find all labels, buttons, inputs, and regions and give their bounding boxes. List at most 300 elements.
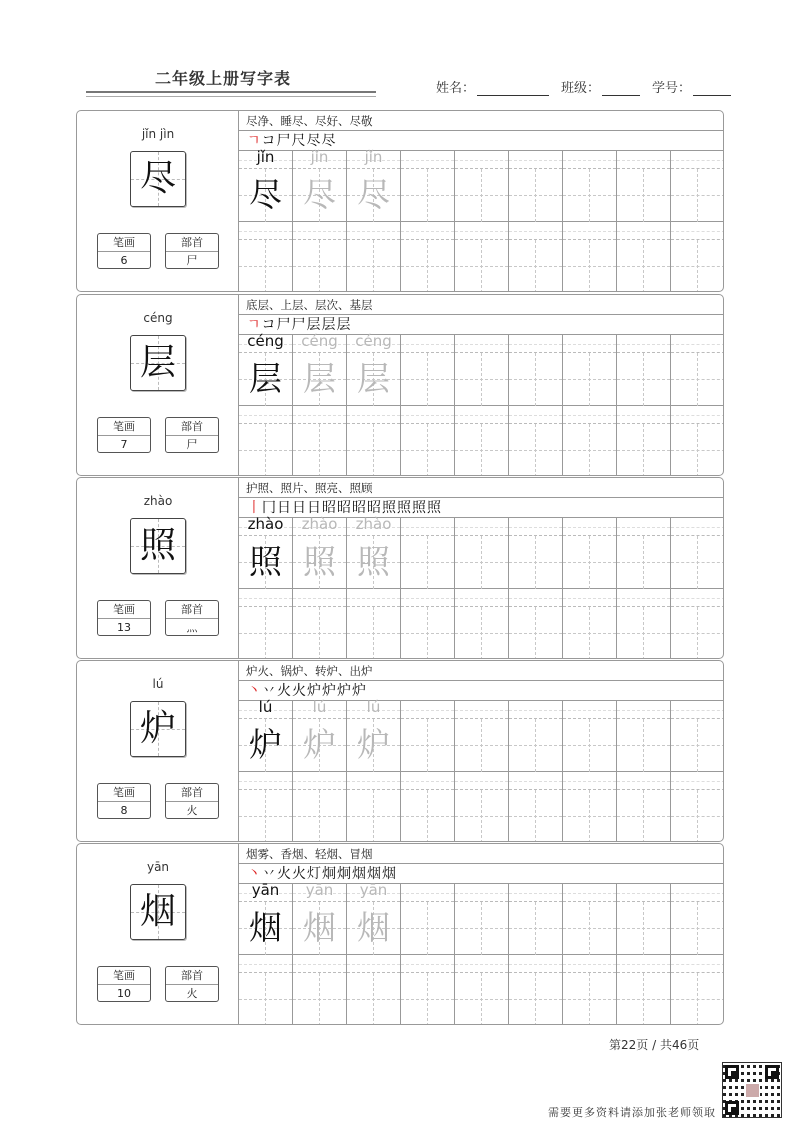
- writing-cell[interactable]: [347, 772, 401, 842]
- tian-grid: [401, 719, 454, 772]
- pinyin-line: [617, 589, 670, 607]
- tian-grid: [455, 973, 508, 1025]
- stroke-count: 10: [117, 987, 131, 1000]
- pinyin-line: [563, 518, 616, 536]
- name-field[interactable]: [477, 82, 549, 96]
- pinyin-line: [401, 772, 454, 790]
- writing-cell[interactable]: [293, 698, 347, 772]
- pinyin-label: lú: [152, 677, 164, 691]
- pinyin-line: [239, 332, 292, 353]
- grid-pinyin: lú: [366, 698, 381, 716]
- writing-cell[interactable]: [239, 589, 293, 659]
- stroke-count-box: [97, 966, 151, 1002]
- pinyin-line: [239, 772, 292, 790]
- character-panel: [76, 660, 724, 842]
- writing-cell[interactable]: [239, 698, 293, 772]
- stroke-count-box: [97, 600, 151, 636]
- tian-grid: [563, 973, 616, 1025]
- tian-grid: [509, 607, 562, 659]
- writing-cell[interactable]: [563, 151, 617, 222]
- pinyin-line: [671, 955, 724, 973]
- pinyin-line: [239, 222, 292, 240]
- tian-grid: [617, 902, 670, 955]
- tian-grid: [671, 790, 724, 842]
- stroke-step: 炯: [322, 866, 337, 882]
- pinyin-line: [347, 881, 400, 902]
- writing-cell[interactable]: [617, 955, 671, 1025]
- writing-cell[interactable]: [293, 148, 347, 222]
- writing-cell[interactable]: [509, 701, 563, 772]
- writing-cell[interactable]: [347, 881, 401, 955]
- writing-cell[interactable]: [671, 589, 724, 659]
- character-box: [130, 884, 186, 940]
- tian-grid: [563, 607, 616, 659]
- writing-cell[interactable]: [401, 955, 455, 1025]
- character: 尽: [139, 158, 176, 199]
- writing-cell[interactable]: [347, 406, 401, 476]
- writing-cell[interactable]: [617, 701, 671, 772]
- tian-grid: [617, 607, 670, 659]
- radical-box: [165, 417, 219, 453]
- writing-cell[interactable]: [671, 772, 724, 842]
- writing-cell[interactable]: [671, 151, 724, 222]
- grid-character: 层: [357, 359, 390, 398]
- pinyin-line: [293, 698, 346, 719]
- stroke-step: 尸: [276, 317, 292, 333]
- pinyin-line: [509, 518, 562, 536]
- stroke-step: 照: [412, 500, 427, 516]
- writing-cell[interactable]: [617, 151, 671, 222]
- tian-grid: [509, 353, 562, 406]
- writing-cell[interactable]: [509, 335, 563, 406]
- pinyin-line: [239, 955, 292, 973]
- grid-pinyin: lú: [312, 698, 327, 716]
- writing-cell[interactable]: [239, 406, 293, 476]
- tian-grid: [401, 353, 454, 406]
- pinyin-line: [293, 881, 346, 902]
- pinyin-line: [671, 518, 724, 536]
- writing-cell[interactable]: [401, 518, 455, 589]
- writing-cell[interactable]: [509, 589, 563, 659]
- grid-character: 烟: [357, 908, 390, 947]
- stroke-step: 日: [307, 500, 322, 516]
- stroke-step: 火: [292, 683, 307, 699]
- tian-grid: [563, 424, 616, 476]
- writing-grid: [239, 332, 724, 476]
- tian-grid: [293, 607, 346, 659]
- class-field[interactable]: [602, 82, 640, 96]
- writing-cell[interactable]: [509, 406, 563, 476]
- example-words: 底层、上层、层次、基层: [239, 295, 724, 315]
- pinyin-line: [617, 772, 670, 790]
- tian-grid: [239, 424, 292, 476]
- character-panel: [76, 843, 724, 1025]
- radical-label: 部首: [166, 418, 218, 436]
- tian-grid: [347, 902, 400, 955]
- stroke-step: 烟: [352, 866, 367, 882]
- writing-cell[interactable]: [617, 884, 671, 955]
- stroke-count: 7: [120, 438, 128, 451]
- stroke-count-box: [97, 233, 151, 269]
- writing-cell[interactable]: [563, 884, 617, 955]
- writing-cell[interactable]: [563, 772, 617, 842]
- writing-cell[interactable]: [563, 955, 617, 1025]
- tian-grid: [509, 973, 562, 1025]
- title-underline: [86, 91, 376, 97]
- pinyin-line: [563, 222, 616, 240]
- tian-grid: [293, 719, 346, 772]
- tian-grid: [563, 790, 616, 842]
- writing-cell[interactable]: [347, 589, 401, 659]
- writing-cell[interactable]: [455, 335, 509, 406]
- writing-cell[interactable]: [347, 515, 401, 589]
- pinyin-line: [509, 701, 562, 719]
- writing-cell[interactable]: [617, 589, 671, 659]
- tian-grid: [239, 973, 292, 1025]
- writing-cell[interactable]: [293, 515, 347, 589]
- grid-pinyin: yān: [251, 881, 280, 899]
- tian-grid: [455, 424, 508, 476]
- tian-grid: [293, 240, 346, 292]
- stroke-step: コ: [261, 317, 277, 333]
- pinyin-line: [617, 518, 670, 536]
- writing-cell[interactable]: [293, 881, 347, 955]
- tian-grid: [401, 424, 454, 476]
- writing-cell[interactable]: [347, 332, 401, 406]
- writing-cell[interactable]: [455, 955, 509, 1025]
- tian-grid: [401, 169, 454, 222]
- tian-grid: [671, 353, 724, 406]
- pinyin-line: [509, 884, 562, 902]
- stroke-step: 层: [306, 317, 322, 333]
- stroke-step: 炉: [307, 683, 322, 699]
- stroke-step: 火: [277, 866, 292, 882]
- writing-cell[interactable]: [347, 698, 401, 772]
- tian-grid: [671, 902, 724, 955]
- tian-grid: [617, 240, 670, 292]
- writing-cell[interactable]: [617, 406, 671, 476]
- stroke-step: 尸: [276, 133, 292, 149]
- writing-cell[interactable]: [509, 151, 563, 222]
- tian-grid: [347, 719, 400, 772]
- tian-grid: [671, 240, 724, 292]
- writing-cell[interactable]: [455, 884, 509, 955]
- writing-cell[interactable]: [455, 406, 509, 476]
- writing-cell[interactable]: [401, 151, 455, 222]
- tian-grid: [671, 424, 724, 476]
- tian-grid: [347, 424, 400, 476]
- grid-character: 尽: [303, 175, 336, 214]
- grid-character: 照: [357, 542, 390, 581]
- grid-pinyin: yān: [305, 881, 334, 899]
- writing-cell[interactable]: [293, 406, 347, 476]
- writing-cell[interactable]: [455, 151, 509, 222]
- writing-cell[interactable]: [671, 406, 724, 476]
- practice-area: [239, 844, 724, 1024]
- stroke-count-label: 笔画: [98, 601, 150, 619]
- qr-corner-icon: [725, 1101, 739, 1115]
- stroke-count-box: [97, 783, 151, 819]
- writing-cell[interactable]: [455, 222, 509, 292]
- pinyin-line: [509, 335, 562, 353]
- pinyin-line: [617, 335, 670, 353]
- tian-grid: [293, 353, 346, 406]
- writing-cell[interactable]: [401, 701, 455, 772]
- practice-area: [239, 111, 724, 291]
- pinyin-line: [401, 335, 454, 353]
- stroke-step: 尸: [291, 317, 307, 333]
- character-panel: [76, 294, 724, 476]
- tian-grid: [563, 536, 616, 589]
- writing-cell[interactable]: [239, 148, 293, 222]
- writing-cell[interactable]: [455, 589, 509, 659]
- pinyin-line: [455, 518, 508, 536]
- radical-box: [165, 783, 219, 819]
- writing-cell[interactable]: [293, 332, 347, 406]
- writing-cell[interactable]: [509, 772, 563, 842]
- tian-grid: [347, 973, 400, 1025]
- tian-grid: [239, 536, 292, 589]
- pinyin-line: [455, 406, 508, 424]
- stroke-step: 尺: [291, 133, 307, 149]
- writing-cell[interactable]: [401, 589, 455, 659]
- writing-cell[interactable]: [401, 884, 455, 955]
- stroke-step: 炉: [322, 683, 337, 699]
- tian-grid: [671, 973, 724, 1025]
- writing-cell[interactable]: [401, 406, 455, 476]
- pinyin-line: [455, 701, 508, 719]
- writing-cell[interactable]: [239, 772, 293, 842]
- character: 层: [139, 342, 176, 383]
- character-box: [130, 335, 186, 391]
- footer-notice: 需要更多资料请添加张老师领取: [548, 1106, 716, 1119]
- pinyin-line: [563, 884, 616, 902]
- tian-grid: [347, 790, 400, 842]
- tian-grid: [401, 902, 454, 955]
- tian-grid: [293, 536, 346, 589]
- writing-cell[interactable]: [617, 772, 671, 842]
- pinyin-line: [455, 772, 508, 790]
- pinyin-line: [671, 772, 724, 790]
- grid-character: 层: [303, 359, 336, 398]
- tian-grid: [239, 790, 292, 842]
- writing-cell[interactable]: [671, 518, 724, 589]
- practice-area: [239, 478, 724, 658]
- tian-grid: [617, 353, 670, 406]
- pinyin-line: [401, 518, 454, 536]
- radical-label: 部首: [166, 967, 218, 985]
- tian-grid: [401, 536, 454, 589]
- writing-cell[interactable]: [617, 222, 671, 292]
- pinyin-line: [455, 955, 508, 973]
- writing-cell[interactable]: [509, 884, 563, 955]
- writing-cell[interactable]: [239, 332, 293, 406]
- radical-box: [165, 966, 219, 1002]
- stroke-step: 照: [397, 500, 412, 516]
- writing-cell[interactable]: [455, 772, 509, 842]
- writing-cell[interactable]: [671, 884, 724, 955]
- character: 烟: [139, 891, 176, 932]
- stroke-step: 冂: [262, 500, 277, 516]
- pinyin-line: [509, 406, 562, 424]
- pinyin-label: céng: [143, 311, 173, 325]
- writing-cell[interactable]: [455, 518, 509, 589]
- pinyin-line: [509, 589, 562, 607]
- stroke-step: コ: [261, 133, 277, 149]
- character: 照: [139, 525, 176, 566]
- tian-grid: [293, 973, 346, 1025]
- tian-grid: [455, 353, 508, 406]
- stroke-step: 昭: [352, 500, 367, 516]
- pinyin-line: [617, 955, 670, 973]
- student-id-field[interactable]: [693, 82, 731, 96]
- writing-cell[interactable]: [293, 222, 347, 292]
- writing-cell[interactable]: [617, 518, 671, 589]
- pinyin-line: [347, 698, 400, 719]
- pinyin-line: [509, 955, 562, 973]
- tian-grid: [671, 169, 724, 222]
- pinyin-line: [293, 148, 346, 169]
- writing-cell[interactable]: [239, 222, 293, 292]
- tian-grid: [509, 536, 562, 589]
- avatar: [745, 1083, 760, 1098]
- writing-grid: [239, 515, 724, 659]
- tian-grid: [509, 790, 562, 842]
- writing-cell[interactable]: [401, 772, 455, 842]
- tian-grid: [617, 790, 670, 842]
- radical-box: [165, 233, 219, 269]
- pinyin-line: [509, 222, 562, 240]
- stroke-step: 尽: [321, 133, 337, 149]
- pinyin-label: yān: [146, 860, 170, 874]
- writing-cell[interactable]: [509, 518, 563, 589]
- pinyin-line: [563, 701, 616, 719]
- writing-cell[interactable]: [347, 148, 401, 222]
- tian-grid: [347, 240, 400, 292]
- stroke-count: 6: [120, 254, 128, 267]
- character: 炉: [139, 708, 176, 749]
- writing-cell[interactable]: [671, 222, 724, 292]
- pinyin-line: [401, 884, 454, 902]
- tian-grid: [239, 902, 292, 955]
- grid-pinyin: céng: [301, 332, 338, 350]
- writing-cell[interactable]: [509, 222, 563, 292]
- pinyin-line: [401, 151, 454, 169]
- writing-cell[interactable]: [563, 701, 617, 772]
- writing-cell[interactable]: [455, 701, 509, 772]
- stroke-step: 丶: [247, 866, 262, 882]
- example-words: 炉火、锅炉、转炉、出炉: [239, 661, 724, 681]
- writing-cell[interactable]: [347, 222, 401, 292]
- stroke-step: 丷: [262, 683, 277, 699]
- pinyin-line: [671, 151, 724, 169]
- writing-cell[interactable]: [239, 881, 293, 955]
- stroke-step: 日: [277, 500, 292, 516]
- writing-cell[interactable]: [401, 222, 455, 292]
- writing-cell[interactable]: [563, 406, 617, 476]
- writing-cell[interactable]: [239, 515, 293, 589]
- writing-cell[interactable]: [401, 335, 455, 406]
- writing-cell[interactable]: [293, 772, 347, 842]
- tian-grid: [347, 536, 400, 589]
- pinyin-line: [563, 335, 616, 353]
- character-box: [130, 518, 186, 574]
- tian-grid: [239, 169, 292, 222]
- pinyin-line: [401, 589, 454, 607]
- tian-grid: [563, 719, 616, 772]
- stroke-step: ㄱ: [247, 133, 262, 149]
- grid-pinyin: yān: [359, 881, 388, 899]
- tian-grid: [509, 240, 562, 292]
- pinyin-line: [563, 955, 616, 973]
- stroke-step: 灯: [307, 866, 322, 882]
- writing-cell[interactable]: [563, 518, 617, 589]
- pinyin-line: [671, 701, 724, 719]
- writing-cell[interactable]: [617, 335, 671, 406]
- stroke-step: ㄱ: [247, 317, 262, 333]
- tian-grid: [617, 973, 670, 1025]
- pinyin-line: [617, 151, 670, 169]
- class-label: 班级：: [561, 81, 601, 96]
- writing-cell[interactable]: [347, 955, 401, 1025]
- grid-character: 炉: [249, 725, 282, 764]
- qr-corner-icon: [765, 1065, 779, 1079]
- character-info: [77, 661, 239, 841]
- pinyin-line: [455, 589, 508, 607]
- writing-cell[interactable]: [563, 589, 617, 659]
- pinyin-line: [455, 884, 508, 902]
- stroke-count-box: [97, 417, 151, 453]
- tian-grid: [563, 353, 616, 406]
- stroke-step: 昭: [322, 500, 337, 516]
- tian-grid: [455, 902, 508, 955]
- writing-cell[interactable]: [563, 222, 617, 292]
- grid-pinyin: lú: [258, 698, 273, 716]
- stroke-step: 炯: [337, 866, 352, 882]
- tian-grid: [509, 719, 562, 772]
- pinyin-line: [347, 222, 400, 240]
- writing-cell[interactable]: [671, 955, 724, 1025]
- tian-grid: [293, 169, 346, 222]
- writing-cell[interactable]: [563, 335, 617, 406]
- stroke-count-label: 笔画: [98, 784, 150, 802]
- grid-character: 照: [303, 542, 336, 581]
- stroke-step: 烟: [367, 866, 382, 882]
- stroke-count-label: 笔画: [98, 418, 150, 436]
- writing-cell[interactable]: [239, 955, 293, 1025]
- radical-label: 部首: [166, 784, 218, 802]
- radical: 尸: [186, 438, 198, 451]
- writing-cell[interactable]: [509, 955, 563, 1025]
- qr-code-icon: [722, 1062, 782, 1118]
- pinyin-line: [401, 701, 454, 719]
- writing-cell[interactable]: [671, 701, 724, 772]
- writing-cell[interactable]: [293, 955, 347, 1025]
- pinyin-line: [347, 515, 400, 536]
- stroke-count-label: 笔画: [98, 234, 150, 252]
- tian-grid: [671, 607, 724, 659]
- stroke-step: 日: [292, 500, 307, 516]
- pinyin-line: [563, 406, 616, 424]
- pinyin-line: [293, 222, 346, 240]
- grid-character: 层: [249, 359, 282, 398]
- stroke-step: 丷: [262, 866, 277, 882]
- radical: 灬: [186, 621, 198, 634]
- grid-pinyin: zhào: [355, 515, 392, 533]
- practice-area: [239, 295, 724, 475]
- writing-cell[interactable]: [293, 589, 347, 659]
- writing-cell[interactable]: [671, 335, 724, 406]
